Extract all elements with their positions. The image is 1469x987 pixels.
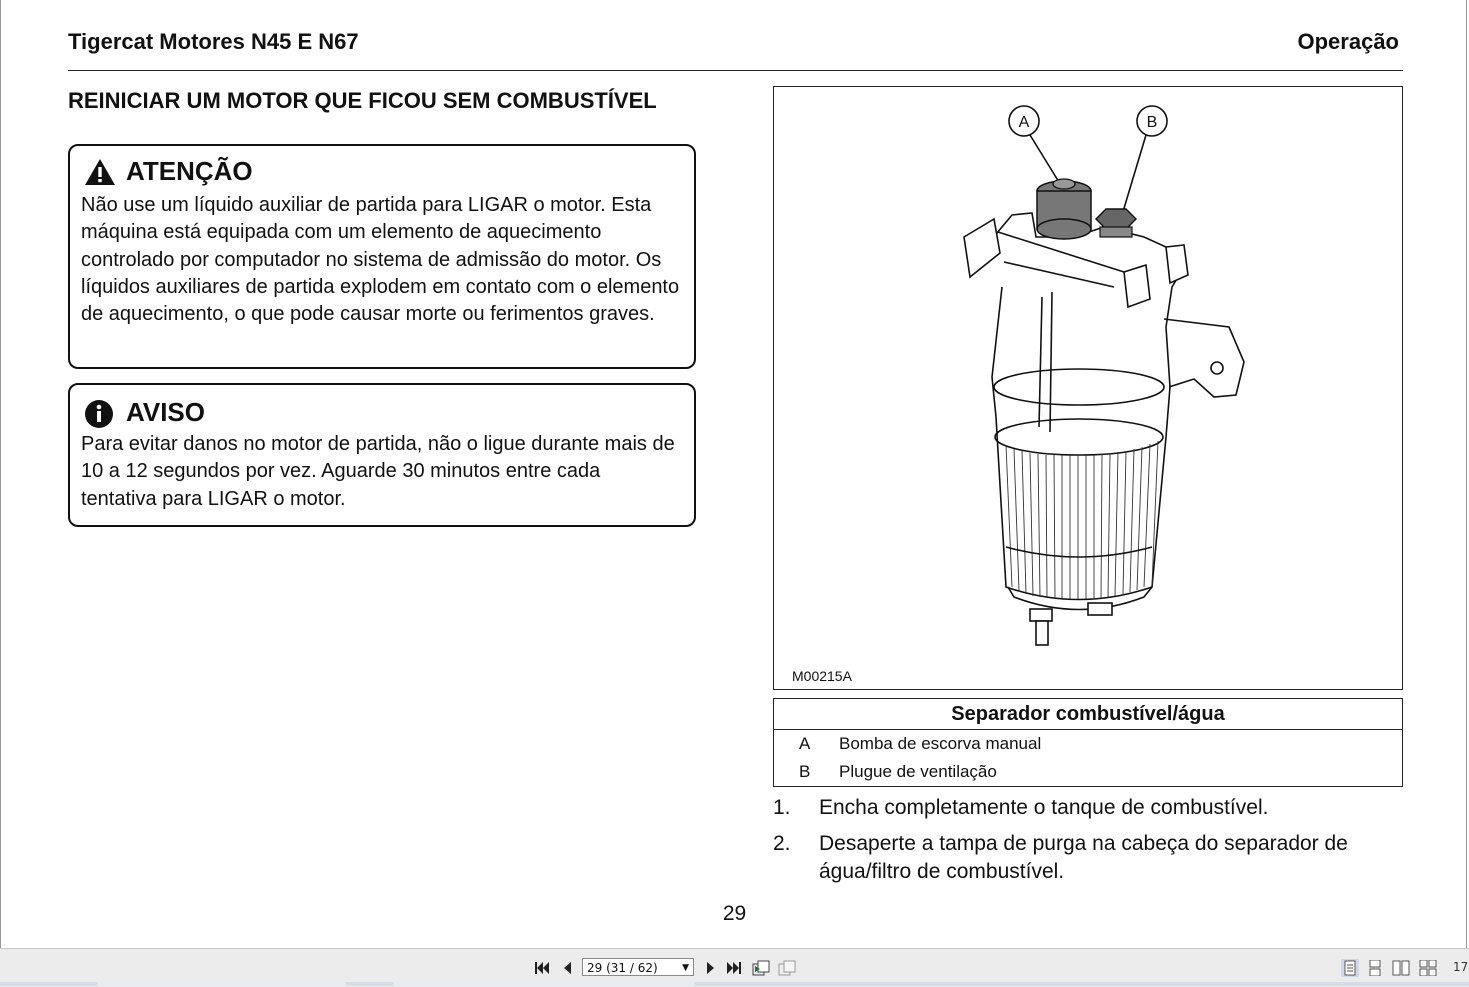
warning-text: Não use um líquido auxiliar de partida para LIGAR o motor. Esta máquina está equipada com um elemento de aquecimento controlado por computador no sistema de admissão do motor. Os líquidos auxiliares de partida explodem em contato com o elemento de aquecimento, o que pode causar morte ou ferimentos graves. bbox=[81, 194, 680, 326]
horizontal-scrollbar[interactable] bbox=[0, 982, 1469, 986]
legend-title: Separador combustível/água bbox=[774, 699, 1402, 730]
figure-code: M00215A bbox=[792, 668, 852, 684]
first-page-icon[interactable] bbox=[533, 959, 551, 977]
continuous-icon[interactable] bbox=[1366, 959, 1384, 977]
page-select-value: 29 (31 / 62) bbox=[587, 961, 658, 975]
next-page-icon[interactable] bbox=[702, 959, 720, 977]
figure-legend bbox=[773, 698, 1403, 787]
legend-key: A bbox=[799, 734, 811, 753]
fuel-separator-figure bbox=[773, 86, 1403, 690]
zoom-readout[interactable]: 17 bbox=[1453, 960, 1469, 974]
info-circle-icon bbox=[84, 398, 116, 428]
last-page-icon[interactable] bbox=[725, 959, 743, 977]
step-text: Encha completamente o tanque de combustível. bbox=[819, 796, 1269, 819]
warning-heading-row bbox=[84, 156, 253, 187]
callout-a: A bbox=[1018, 114, 1030, 131]
page-number: 29 bbox=[722, 902, 747, 925]
fuel-separator-illustration bbox=[774, 87, 1402, 689]
continuous-facing-icon[interactable] bbox=[1419, 959, 1437, 977]
procedure-steps bbox=[773, 794, 1403, 894]
legend-value: Bomba de escorva manual bbox=[839, 734, 1042, 753]
next-view-icon[interactable] bbox=[778, 959, 796, 977]
step-number: 2. bbox=[773, 832, 791, 855]
legend-row bbox=[774, 730, 1402, 758]
facing-icon[interactable] bbox=[1392, 959, 1410, 977]
header-section: Operação bbox=[1297, 29, 1399, 54]
chevron-down-icon: ▼ bbox=[682, 963, 689, 973]
step-item bbox=[773, 830, 1403, 886]
warning-heading: ATENÇÃO bbox=[126, 156, 253, 186]
header-title: Tigercat Motores N45 E N67 bbox=[68, 29, 359, 54]
prev-view-icon[interactable] bbox=[752, 959, 770, 977]
legend-key: B bbox=[799, 762, 811, 781]
section-title: REINICIAR UM MOTOR QUE FICOU SEM COMBUSTÍVEL bbox=[68, 88, 657, 113]
scrollbar-segment bbox=[98, 982, 346, 986]
page-select[interactable] bbox=[582, 958, 694, 976]
single-page-icon[interactable] bbox=[1341, 959, 1359, 977]
warning-triangle-icon bbox=[84, 157, 116, 187]
step-number: 1. bbox=[773, 796, 791, 819]
notice-text: Para evitar danos no motor de partida, não o ligue durante mais de 10 a 12 segundos por vez. Aguarde 30 minutos entre cada tentativa para LIGAR o motor. bbox=[81, 433, 675, 510]
notice-heading-row bbox=[84, 397, 205, 428]
legend-value: Plugue de ventilação bbox=[839, 762, 997, 781]
header-rule bbox=[68, 70, 1403, 71]
legend-row bbox=[774, 758, 1402, 786]
prev-page-icon[interactable] bbox=[558, 959, 576, 977]
warning-box bbox=[68, 144, 696, 369]
step-item bbox=[773, 794, 1403, 822]
step-text: Desaperte a tampa de purga na cabeça do separador de água/filtro de combustível. bbox=[819, 832, 1348, 883]
scrollbar-segment bbox=[394, 982, 694, 986]
notice-box bbox=[68, 383, 696, 527]
callout-b: B bbox=[1146, 114, 1158, 131]
notice-heading: AVISO bbox=[126, 397, 205, 427]
